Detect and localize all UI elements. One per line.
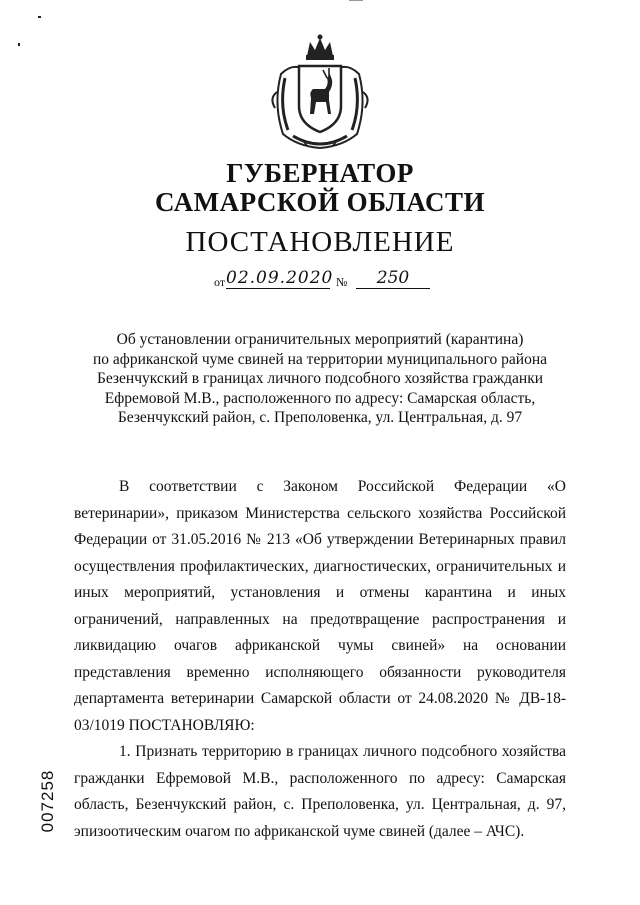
document-body (74, 474, 566, 845)
date-label: от (214, 275, 226, 289)
document-type-title: ПОСТАНОВЛЕНИЕ (185, 226, 455, 258)
authority-title-line2: САМАРСКОЙ ОБЛАСТИ (154, 187, 486, 217)
scan-speck (18, 43, 20, 46)
scan-speck (349, 0, 363, 1)
authority-title-line1: ГУБЕРНАТОР (226, 158, 414, 188)
scan-speck (38, 16, 41, 18)
samara-coat-of-arms-icon (263, 34, 377, 152)
body-paragraph-item-1: 1. Признать территорию в границах личного подсобного хозяйства гражданки Ефремовой М.В., расположенного по адресу: Самарская область, Безенчукский район, с. Преполовенка, ул. Центральная, д. 97, эпизоотическим очагом по африканской чуме свиней (далее – АЧС). (74, 743, 566, 840)
subject-line: Об установлении ограничительных мероприятий (карантина) (116, 331, 524, 348)
subject-line: Ефремовой М.В., расположенного по адресу: Самарская область, (104, 389, 536, 407)
document-date: 02.09.2020 (226, 268, 334, 288)
margin-stamp-number: 007258 (38, 769, 57, 833)
subject-line: по африканской чуме свиней на территории муниципального района (92, 350, 548, 368)
subject-line: Безенчукский в границах личного подсобного хозяйства гражданки (96, 370, 544, 387)
document-number: 250 (356, 268, 430, 289)
subject-line: Безенчукский район, с. Преполовенка, ул. Центральная, д. 97 (117, 409, 523, 426)
dateline (0, 266, 640, 294)
body-paragraph-preamble: В соответствии с Законом Российской Федерации «О ветеринарии», приказом Министерства сельского хозяйства Российской Федерации от 31.05.2016 № 213 «Об утверждении Ветеринарных правил осуществления профилактических, диагностических, ограничительных и иных мероприятий, установления и отмены карантина и иных ограничений, направленных на предотвращение распространения и ликвидацию очагов африканской чумы свиней» на основании представления временно исполняющего обязанности руководителя департамента ветеринарии Самарской области от 24.08.2020 № ДВ-18-03/1019 ПОСТАНОВЛЯЮ: (74, 478, 566, 734)
number-label: № (336, 275, 348, 289)
margin-stamp (36, 768, 60, 834)
document-subject (70, 330, 570, 428)
